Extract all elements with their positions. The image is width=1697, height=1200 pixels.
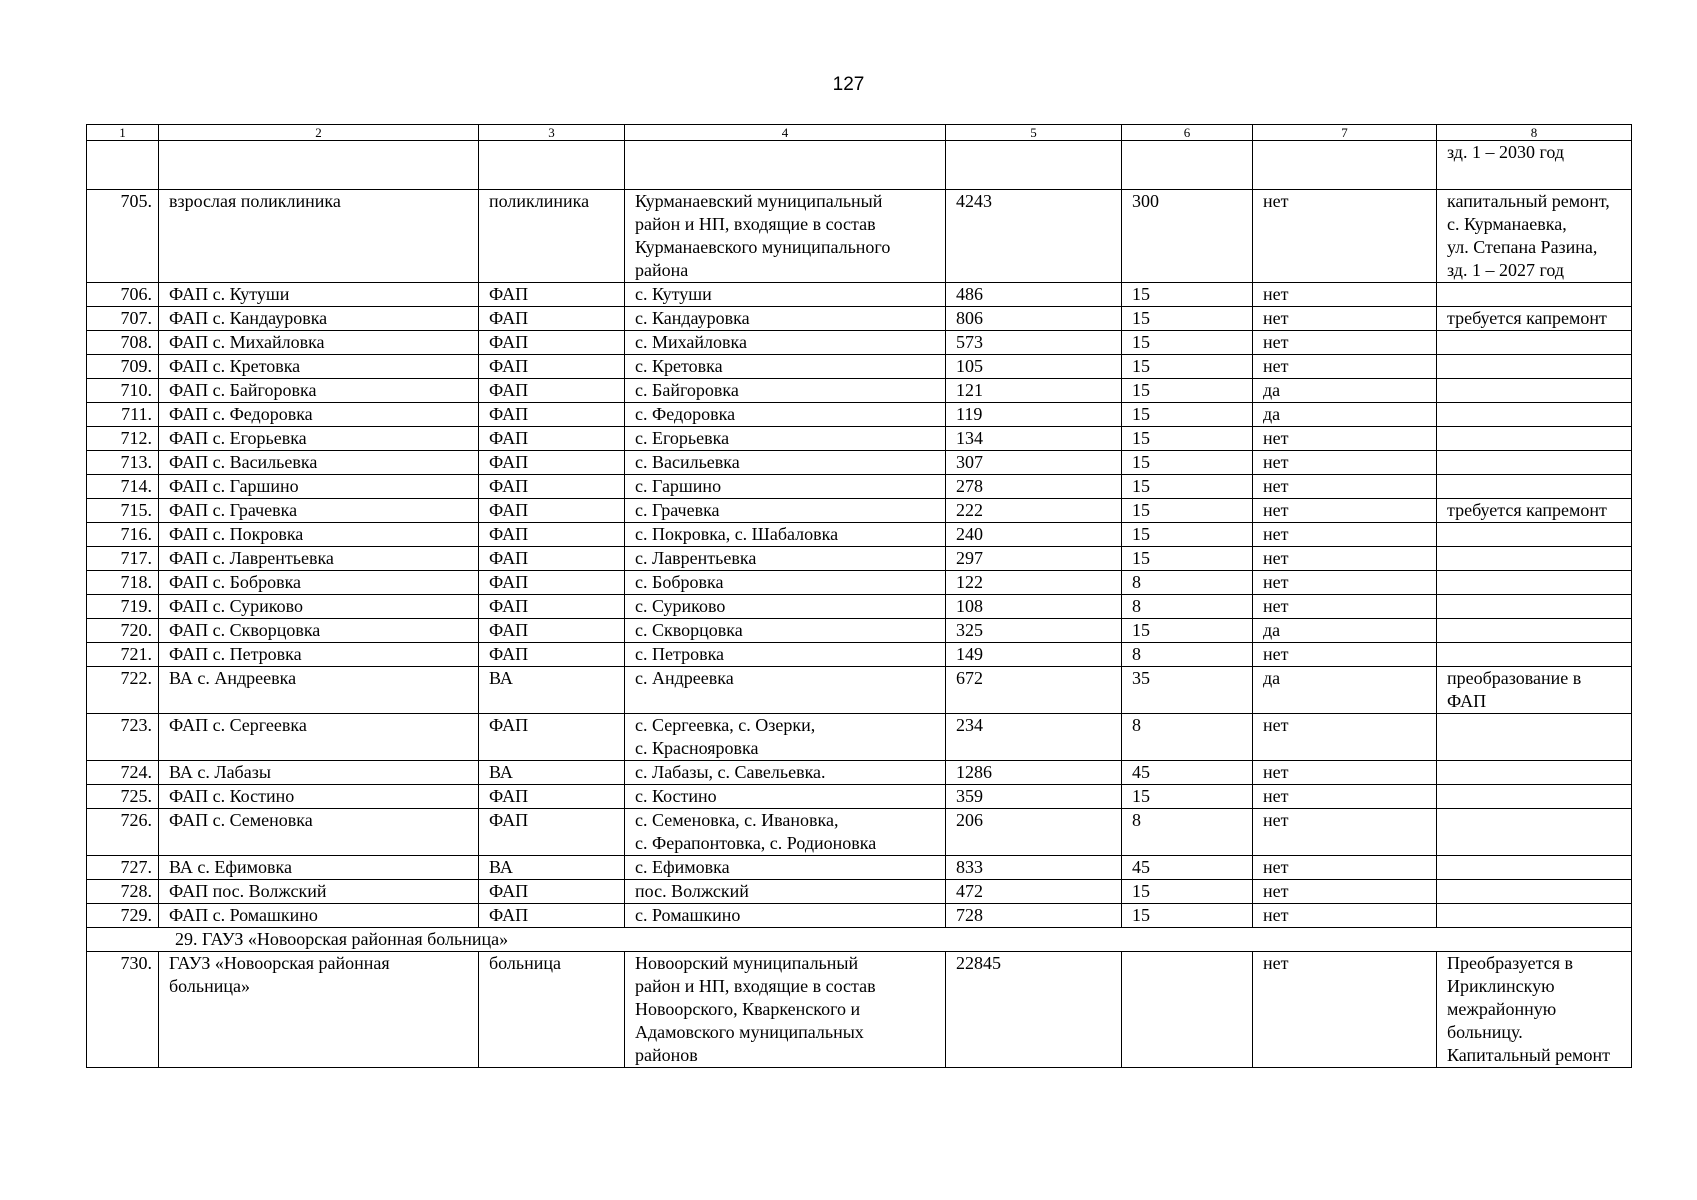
row-number-cell: 712. [87,427,159,451]
row-number-cell [87,141,159,190]
note-cell [1437,523,1632,547]
facility-name-cell: ФАП с. Скворцовка [159,619,479,643]
table-row [87,190,1632,283]
facility-type-cell: поликлиника [479,190,625,283]
table-row [87,331,1632,355]
population-cell: 833 [946,856,1122,880]
row-number-cell: 716. [87,523,159,547]
note-cell [1437,403,1632,427]
status-cell: да [1253,403,1437,427]
section-header-row [87,928,1632,952]
population-cell: 22845 [946,952,1122,1068]
facility-type-cell: ФАП [479,547,625,571]
table-row [87,547,1632,571]
column-header: 4 [625,125,946,141]
row-number-cell: 723. [87,714,159,761]
table-row [87,809,1632,856]
facility-name-cell: ФАП с. Егорьевка [159,427,479,451]
distance-cell: 45 [1122,761,1253,785]
distance-cell: 15 [1122,427,1253,451]
facility-name-cell: взрослая поликлиника [159,190,479,283]
population-cell: 134 [946,427,1122,451]
note-cell [1437,571,1632,595]
facility-type-cell: ФАП [479,403,625,427]
service-area-cell [625,141,946,190]
service-area-cell: с. Грачевка [625,499,946,523]
note-cell [1437,856,1632,880]
population-cell [946,141,1122,190]
table-body [87,141,1632,1068]
service-area-cell: с. Бобровка [625,571,946,595]
population-cell: 121 [946,379,1122,403]
service-area-cell: с. Кандауровка [625,307,946,331]
note-cell [1437,547,1632,571]
status-cell [1253,141,1437,190]
service-area-cell: с. Сергеевка, с. Озерки, с. Краснояровка [625,714,946,761]
note-cell: требуется капремонт [1437,307,1632,331]
table-row [87,761,1632,785]
service-area-cell: с. Васильевка [625,451,946,475]
row-number-cell: 717. [87,547,159,571]
status-cell: нет [1253,714,1437,761]
table-row [87,643,1632,667]
facility-name-cell: ФАП с. Гаршино [159,475,479,499]
service-area-cell: с. Покровка, с. Шабаловка [625,523,946,547]
status-cell: нет [1253,355,1437,379]
facility-name-cell: ФАП с. Покровка [159,523,479,547]
status-cell: нет [1253,904,1437,928]
table-row [87,427,1632,451]
note-cell [1437,379,1632,403]
distance-cell: 15 [1122,475,1253,499]
population-cell: 222 [946,499,1122,523]
population-cell: 307 [946,451,1122,475]
population-cell: 240 [946,523,1122,547]
facility-name-cell: ГАУЗ «Новоорская районная больница» [159,952,479,1068]
distance-cell: 35 [1122,667,1253,714]
population-cell: 1286 [946,761,1122,785]
distance-cell: 15 [1122,355,1253,379]
status-cell: нет [1253,952,1437,1068]
table-row [87,856,1632,880]
table-row [87,307,1632,331]
facility-type-cell: ВА [479,667,625,714]
table-row [87,451,1632,475]
facility-type-cell: ФАП [479,331,625,355]
facility-name-cell: ФАП с. Костино [159,785,479,809]
facility-type-cell: ВА [479,856,625,880]
status-cell: нет [1253,856,1437,880]
column-header: 1 [87,125,159,141]
service-area-cell: с. Лаврентьевка [625,547,946,571]
facility-name-cell [159,141,479,190]
row-number-cell: 726. [87,809,159,856]
distance-cell: 15 [1122,499,1253,523]
status-cell: нет [1253,643,1437,667]
table-row [87,952,1632,1068]
table-row [87,595,1632,619]
row-number-cell: 706. [87,283,159,307]
note-cell [1437,283,1632,307]
note-cell [1437,355,1632,379]
service-area-cell: Курманаевский муниципальный район и НП, входящие в состав Курманаевского муниципального района [625,190,946,283]
table-row [87,499,1632,523]
status-cell: да [1253,379,1437,403]
note-cell [1437,643,1632,667]
table-row [87,904,1632,928]
column-header: 7 [1253,125,1437,141]
facility-type-cell: ФАП [479,523,625,547]
row-number-cell: 724. [87,761,159,785]
facility-name-cell: ФАП с. Бобровка [159,571,479,595]
distance-cell: 15 [1122,880,1253,904]
facility-name-cell: ФАП с. Ромашкино [159,904,479,928]
status-cell: нет [1253,785,1437,809]
distance-cell: 8 [1122,595,1253,619]
service-area-cell: с. Андреевка [625,667,946,714]
facility-name-cell: ФАП с. Семеновка [159,809,479,856]
table-row [87,475,1632,499]
status-cell: нет [1253,595,1437,619]
facility-type-cell: ФАП [479,595,625,619]
population-cell: 325 [946,619,1122,643]
table-row [87,355,1632,379]
row-number-cell: 710. [87,379,159,403]
facilities-table [86,124,1632,1068]
distance-cell [1122,141,1253,190]
service-area-cell: с. Суриково [625,595,946,619]
status-cell: нет [1253,331,1437,355]
distance-cell: 15 [1122,451,1253,475]
distance-cell: 15 [1122,331,1253,355]
column-header: 2 [159,125,479,141]
facility-type-cell: ФАП [479,785,625,809]
facility-type-cell: ФАП [479,307,625,331]
facility-name-cell: ФАП с. Кандауровка [159,307,479,331]
note-cell [1437,904,1632,928]
facility-type-cell: больница [479,952,625,1068]
facility-name-cell: ФАП с. Михайловка [159,331,479,355]
service-area-cell: Новоорский муниципальный район и НП, входящие в состав Новоорского, Кваркенского и Адамовского муниципальных районов [625,952,946,1068]
table-row [87,141,1632,190]
population-cell: 806 [946,307,1122,331]
service-area-cell: с. Лабазы, с. Савельевка. [625,761,946,785]
status-cell: нет [1253,880,1437,904]
service-area-cell: с. Петровка [625,643,946,667]
facility-type-cell: ФАП [479,904,625,928]
distance-cell: 15 [1122,307,1253,331]
facility-name-cell: ВА с. Лабазы [159,761,479,785]
population-cell: 108 [946,595,1122,619]
note-cell [1437,785,1632,809]
distance-cell: 15 [1122,283,1253,307]
note-cell [1437,451,1632,475]
facility-type-cell: ФАП [479,714,625,761]
service-area-cell: с. Ромашкино [625,904,946,928]
row-number-cell: 707. [87,307,159,331]
service-area-cell: с. Егорьевка [625,427,946,451]
distance-cell: 15 [1122,904,1253,928]
table-row [87,785,1632,809]
note-cell: требуется капремонт [1437,499,1632,523]
distance-cell: 15 [1122,619,1253,643]
facility-name-cell: ФАП с. Лаврентьевка [159,547,479,571]
population-cell: 672 [946,667,1122,714]
distance-cell: 15 [1122,523,1253,547]
facility-name-cell: ФАП с. Суриково [159,595,479,619]
column-header: 6 [1122,125,1253,141]
facility-name-cell: ФАП с. Петровка [159,643,479,667]
note-cell [1437,714,1632,761]
row-number-cell: 721. [87,643,159,667]
table-row [87,379,1632,403]
distance-cell [1122,952,1253,1068]
table-row [87,880,1632,904]
row-number-cell: 709. [87,355,159,379]
service-area-cell: с. Михайловка [625,331,946,355]
facility-name-cell: ФАП с. Грачевка [159,499,479,523]
facility-type-cell: ФАП [479,379,625,403]
status-cell: нет [1253,427,1437,451]
facility-type-cell: ФАП [479,475,625,499]
population-cell: 122 [946,571,1122,595]
column-number-header-row [87,125,1632,141]
note-cell [1437,619,1632,643]
row-number-cell: 713. [87,451,159,475]
facility-type-cell: ФАП [479,571,625,595]
status-cell: нет [1253,523,1437,547]
note-cell [1437,809,1632,856]
facility-name-cell: ФАП пос. Волжский [159,880,479,904]
population-cell: 486 [946,283,1122,307]
population-cell: 472 [946,880,1122,904]
facility-name-cell: ФАП с. Кретовка [159,355,479,379]
note-cell [1437,595,1632,619]
status-cell: нет [1253,475,1437,499]
status-cell: нет [1253,809,1437,856]
population-cell: 149 [946,643,1122,667]
distance-cell: 300 [1122,190,1253,283]
service-area-cell: с. Скворцовка [625,619,946,643]
population-cell: 297 [946,547,1122,571]
table-row [87,283,1632,307]
status-cell: нет [1253,283,1437,307]
distance-cell: 8 [1122,643,1253,667]
note-cell: зд. 1 – 2030 год [1437,141,1632,190]
note-cell: Преобразуется в Ириклинскую межрайонную больницу. Капитальный ремонт [1437,952,1632,1068]
facility-type-cell: ФАП [479,451,625,475]
note-cell: преобразование в ФАП [1437,667,1632,714]
table-row [87,714,1632,761]
population-cell: 728 [946,904,1122,928]
status-cell: да [1253,619,1437,643]
row-number-cell: 725. [87,785,159,809]
distance-cell: 8 [1122,809,1253,856]
status-cell: нет [1253,190,1437,283]
section-title: 29. ГАУЗ «Новоорская районная больница» [87,928,1632,952]
facility-type-cell: ФАП [479,880,625,904]
facility-name-cell: ФАП с. Федоровка [159,403,479,427]
table-row [87,619,1632,643]
status-cell: нет [1253,571,1437,595]
row-number-cell: 708. [87,331,159,355]
distance-cell: 15 [1122,403,1253,427]
service-area-cell: пос. Волжский [625,880,946,904]
facility-type-cell: ФАП [479,643,625,667]
facility-name-cell: ФАП с. Васильевка [159,451,479,475]
column-header: 3 [479,125,625,141]
service-area-cell: с. Кутуши [625,283,946,307]
distance-cell: 15 [1122,379,1253,403]
service-area-cell: с. Костино [625,785,946,809]
population-cell: 234 [946,714,1122,761]
facility-type-cell: ФАП [479,499,625,523]
row-number-cell: 728. [87,880,159,904]
service-area-cell: с. Байгоровка [625,379,946,403]
note-cell [1437,331,1632,355]
facility-name-cell: ФАП с. Сергеевка [159,714,479,761]
row-number-cell: 718. [87,571,159,595]
row-number-cell: 730. [87,952,159,1068]
population-cell: 573 [946,331,1122,355]
population-cell: 206 [946,809,1122,856]
table-row [87,523,1632,547]
status-cell: да [1253,667,1437,714]
status-cell: нет [1253,499,1437,523]
status-cell: нет [1253,451,1437,475]
distance-cell: 8 [1122,571,1253,595]
service-area-cell: с. Кретовка [625,355,946,379]
row-number-cell: 729. [87,904,159,928]
distance-cell: 15 [1122,547,1253,571]
facility-name-cell: ФАП с. Байгоровка [159,379,479,403]
facility-type-cell: ФАП [479,809,625,856]
note-cell [1437,761,1632,785]
table-row [87,403,1632,427]
distance-cell: 8 [1122,714,1253,761]
page-number: 127 [832,74,865,95]
table-row [87,571,1632,595]
row-number-cell: 720. [87,619,159,643]
distance-cell: 15 [1122,785,1253,809]
note-cell: капитальный ремонт, с. Курманаевка, ул. Степана Разина, зд. 1 – 2027 год [1437,190,1632,283]
facility-type-cell: ВА [479,761,625,785]
population-cell: 359 [946,785,1122,809]
facility-type-cell: ФАП [479,283,625,307]
note-cell [1437,880,1632,904]
distance-cell: 45 [1122,856,1253,880]
table-row [87,667,1632,714]
service-area-cell: с. Гаршино [625,475,946,499]
row-number-cell: 705. [87,190,159,283]
row-number-cell: 714. [87,475,159,499]
facility-type-cell: ФАП [479,355,625,379]
facility-type-cell: ФАП [479,427,625,451]
note-cell [1437,427,1632,451]
population-cell: 105 [946,355,1122,379]
facility-name-cell: ВА с. Ефимовка [159,856,479,880]
column-header: 5 [946,125,1122,141]
service-area-cell: с. Федоровка [625,403,946,427]
service-area-cell: с. Семеновка, с. Ивановка, с. Ферапонтовка, с. Родионовка [625,809,946,856]
status-cell: нет [1253,761,1437,785]
population-cell: 4243 [946,190,1122,283]
population-cell: 119 [946,403,1122,427]
facility-type-cell: ФАП [479,619,625,643]
population-cell: 278 [946,475,1122,499]
column-header: 8 [1437,125,1632,141]
row-number-cell: 715. [87,499,159,523]
note-cell [1437,475,1632,499]
facility-type-cell [479,141,625,190]
facility-name-cell: ВА с. Андреевка [159,667,479,714]
row-number-cell: 719. [87,595,159,619]
status-cell: нет [1253,547,1437,571]
row-number-cell: 727. [87,856,159,880]
status-cell: нет [1253,307,1437,331]
facility-name-cell: ФАП с. Кутуши [159,283,479,307]
row-number-cell: 722. [87,667,159,714]
row-number-cell: 711. [87,403,159,427]
service-area-cell: с. Ефимовка [625,856,946,880]
